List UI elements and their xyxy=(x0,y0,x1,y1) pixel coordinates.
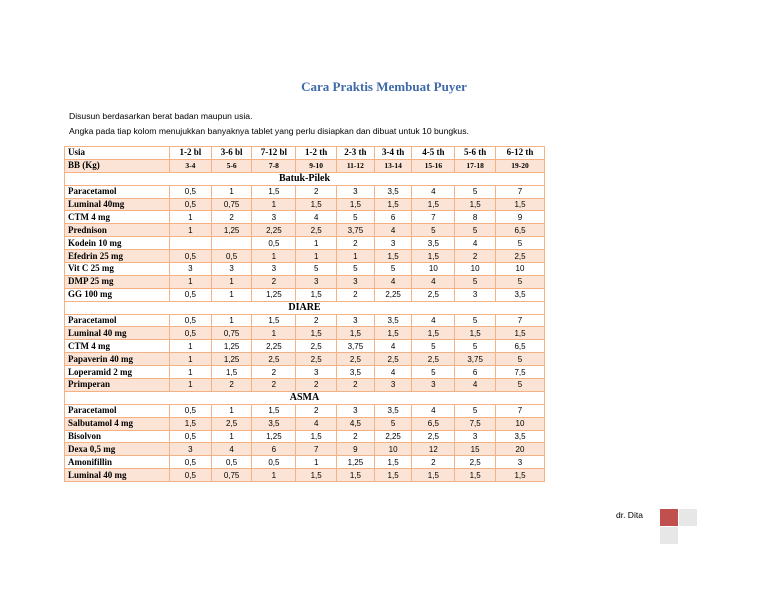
table-cell: 1,5 xyxy=(374,327,412,340)
table-cell: 9 xyxy=(337,443,375,456)
table-cell: 1,5 xyxy=(252,185,296,198)
table-cell: 6 xyxy=(252,443,296,456)
table-cell: 1,25 xyxy=(211,224,252,237)
table-cell: 1,5 xyxy=(337,327,375,340)
table-cell: 3,5 xyxy=(496,288,545,301)
document-title: Cara Praktis Membuat Puyer xyxy=(301,79,467,94)
table-cell: 6,5 xyxy=(496,224,545,237)
table-cell: 7 xyxy=(412,211,455,224)
table-cell: 10 xyxy=(496,417,545,430)
table-row xyxy=(65,340,545,353)
table-cell: 2 xyxy=(337,379,375,392)
table-cell: 1 xyxy=(296,456,337,469)
table-cell: 1,5 xyxy=(296,430,337,443)
table-cell: 10 xyxy=(455,263,496,276)
table-cell: 2 xyxy=(337,430,375,443)
table-cell: 4 xyxy=(455,379,496,392)
table-cell: 0,5 xyxy=(211,456,252,469)
table-cell: 8 xyxy=(455,211,496,224)
weight-row xyxy=(65,159,545,172)
table-cell: 1,5 xyxy=(496,469,545,482)
table-cell: 2,5 xyxy=(211,417,252,430)
table-cell: 3 xyxy=(337,185,375,198)
table-cell: 5-6 xyxy=(211,159,252,172)
row-label: GG 100 mg xyxy=(65,288,170,301)
table-cell: 9-10 xyxy=(296,159,337,172)
table-cell: 1,5 xyxy=(496,198,545,211)
table-cell: 1 xyxy=(296,250,337,263)
table-cell: 2 xyxy=(252,275,296,288)
table-cell: 3 xyxy=(374,237,412,250)
table-cell: 6,5 xyxy=(412,417,455,430)
table-cell: 10 xyxy=(496,263,545,276)
table-cell: 2 xyxy=(252,366,296,379)
table-cell: 1 xyxy=(296,237,337,250)
row-label: Paracetamol xyxy=(65,185,170,198)
row-label: Vit C 25 mg xyxy=(65,263,170,276)
table-cell: 10 xyxy=(374,443,412,456)
table-cell: 0,5 xyxy=(252,237,296,250)
table-cell: 4 xyxy=(412,314,455,327)
table-cell: 1 xyxy=(169,353,211,366)
section-header-row xyxy=(65,391,545,404)
table-cell: 0,5 xyxy=(169,314,211,327)
table-cell: 2 xyxy=(296,379,337,392)
table-body xyxy=(65,147,545,482)
table-cell: 13-14 xyxy=(374,159,412,172)
row-label: Efedrin 25 mg xyxy=(65,250,170,263)
table-cell: 3 xyxy=(252,263,296,276)
table-cell: 5 xyxy=(374,263,412,276)
table-cell: 2 xyxy=(296,185,337,198)
table-cell: 2 xyxy=(211,379,252,392)
table-cell: 3 xyxy=(374,379,412,392)
table-cell: 3,5 xyxy=(374,404,412,417)
table-cell: 4 xyxy=(211,443,252,456)
table-cell: 7 xyxy=(496,314,545,327)
table-cell: 7-8 xyxy=(252,159,296,172)
table-cell: 0,5 xyxy=(169,469,211,482)
table-cell: 5 xyxy=(374,417,412,430)
table-cell: 1 xyxy=(169,224,211,237)
table-cell: 3 xyxy=(169,263,211,276)
table-cell: 5 xyxy=(412,340,455,353)
table-cell: 1 xyxy=(252,198,296,211)
table-cell: 1 xyxy=(252,250,296,263)
table-cell: 5 xyxy=(455,404,496,417)
table-cell: 6-12 th xyxy=(496,147,545,160)
table-cell: 15-16 xyxy=(412,159,455,172)
table-cell: 1,5 xyxy=(455,327,496,340)
table-cell: 1,5 xyxy=(412,327,455,340)
table-cell: 4 xyxy=(374,224,412,237)
table-cell: 3,5 xyxy=(374,185,412,198)
table-cell: 1 xyxy=(337,250,375,263)
table-cell: 4 xyxy=(296,211,337,224)
table-cell: 1,5 xyxy=(455,198,496,211)
table-cell: 5 xyxy=(496,353,545,366)
table-cell: 7 xyxy=(496,185,545,198)
row-label: Usia xyxy=(65,147,170,160)
table-row xyxy=(65,443,545,456)
table-cell: 2,5 xyxy=(374,353,412,366)
table-cell: 5 xyxy=(496,275,545,288)
table-cell: 1 xyxy=(252,469,296,482)
section-title: DIARE xyxy=(65,301,545,314)
table-cell: 1,25 xyxy=(337,456,375,469)
table-cell: 7,5 xyxy=(496,366,545,379)
table-cell: 2 xyxy=(412,456,455,469)
table-cell: 10 xyxy=(412,263,455,276)
table-cell: 1 xyxy=(169,340,211,353)
table-cell: 2,25 xyxy=(252,340,296,353)
section-header-row xyxy=(65,172,545,185)
row-label: Prednison xyxy=(65,224,170,237)
table-cell: 19-20 xyxy=(496,159,545,172)
table-cell: 3,5 xyxy=(496,430,545,443)
row-label: Luminal 40 mg xyxy=(65,469,170,482)
row-label: Bisolvon xyxy=(65,430,170,443)
header-row xyxy=(65,147,545,160)
table-cell: 2,5 xyxy=(496,250,545,263)
table-cell: 1 xyxy=(211,275,252,288)
table-row xyxy=(65,275,545,288)
table-cell: 1 xyxy=(169,211,211,224)
table-cell: 4 xyxy=(296,417,337,430)
table-cell: 1,25 xyxy=(211,340,252,353)
table-cell: 2 xyxy=(296,314,337,327)
table-cell: 6 xyxy=(455,366,496,379)
table-cell: 4 xyxy=(374,340,412,353)
table-cell: 1 xyxy=(169,379,211,392)
table-cell: 1,5 xyxy=(412,250,455,263)
table-row xyxy=(65,211,545,224)
table-row xyxy=(65,469,545,482)
row-label: CTM 4 mg xyxy=(65,211,170,224)
table-cell: 3-4 xyxy=(169,159,211,172)
table-cell: 0,5 xyxy=(252,456,296,469)
table-cell: 2,25 xyxy=(252,224,296,237)
table-cell: 3,5 xyxy=(412,237,455,250)
table-cell: 1,25 xyxy=(211,353,252,366)
table-cell: 5 xyxy=(455,224,496,237)
table-row xyxy=(65,456,545,469)
table-cell: 1-2 bl xyxy=(169,147,211,160)
table-cell: 3 xyxy=(337,314,375,327)
table-cell: 2,25 xyxy=(374,430,412,443)
table-cell: 2,5 xyxy=(252,353,296,366)
table-row xyxy=(65,353,545,366)
table-cell: 7 xyxy=(296,443,337,456)
intro-line-1: Disusun berdasarkan berat badan maupun usia. xyxy=(69,111,253,121)
table-cell: 17-18 xyxy=(455,159,496,172)
table-cell: 1,5 xyxy=(374,250,412,263)
table-cell: 0,75 xyxy=(211,327,252,340)
table-cell: 5 xyxy=(337,263,375,276)
table-cell: 1,5 xyxy=(296,288,337,301)
table-row xyxy=(65,327,545,340)
row-label: CTM 4 mg xyxy=(65,340,170,353)
table-cell: 3 xyxy=(496,456,545,469)
table-row xyxy=(65,224,545,237)
row-label: Luminal 40 mg xyxy=(65,327,170,340)
table-cell: 0,5 xyxy=(169,430,211,443)
intro-text xyxy=(69,109,469,139)
table-cell: 0,75 xyxy=(211,198,252,211)
table-cell: 5 xyxy=(337,211,375,224)
table-cell: 1,5 xyxy=(296,327,337,340)
table-cell: 3 xyxy=(169,443,211,456)
table-cell: 6 xyxy=(374,211,412,224)
table-cell: 3,75 xyxy=(337,224,375,237)
row-label: Salbutamol 4 mg xyxy=(65,417,170,430)
table-cell: 2,5 xyxy=(296,353,337,366)
table-cell: 4 xyxy=(455,237,496,250)
table-cell: 1 xyxy=(169,275,211,288)
section-title: Batuk-Pilek xyxy=(65,172,545,185)
table-cell: 5 xyxy=(412,224,455,237)
table-cell: 1,25 xyxy=(252,288,296,301)
table-cell: 15 xyxy=(455,443,496,456)
row-label: DMP 25 mg xyxy=(65,275,170,288)
table-cell: 2,5 xyxy=(296,224,337,237)
table-row xyxy=(65,417,545,430)
table-row xyxy=(65,366,545,379)
table-cell: 5 xyxy=(455,314,496,327)
table-cell: 1,5 xyxy=(374,469,412,482)
table-cell: 1 xyxy=(211,314,252,327)
table-cell: 3 xyxy=(296,275,337,288)
table-cell: 5-6 th xyxy=(455,147,496,160)
table-cell: 0,5 xyxy=(169,198,211,211)
table-cell: 3 xyxy=(252,211,296,224)
table-cell: 11-12 xyxy=(337,159,375,172)
table-cell: 5 xyxy=(455,340,496,353)
table-row xyxy=(65,404,545,417)
table-cell: 2,5 xyxy=(412,288,455,301)
table-cell: 0,5 xyxy=(169,185,211,198)
table-cell: 1,5 xyxy=(296,198,337,211)
table-cell: 2-3 th xyxy=(337,147,375,160)
table-cell: 5 xyxy=(496,379,545,392)
table-cell: 2 xyxy=(211,211,252,224)
table-cell xyxy=(211,237,252,250)
row-label: BB (Kg) xyxy=(65,159,170,172)
decorative-square-grey-right xyxy=(679,509,697,526)
author-name: dr. Dita xyxy=(616,510,643,520)
table-cell: 1 xyxy=(211,185,252,198)
table-cell: 0,5 xyxy=(169,250,211,263)
table-cell: 3 xyxy=(455,288,496,301)
table-cell: 1,25 xyxy=(252,430,296,443)
table-cell: 3,75 xyxy=(337,340,375,353)
table-cell: 0,5 xyxy=(211,250,252,263)
intro-line-2: Angka pada tiap kolom menujukkan banyaknya tablet yang perlu disiapkan dan dibuat untuk 10 bungkus. xyxy=(69,126,469,136)
table-cell: 0,5 xyxy=(169,288,211,301)
row-label: Luminal 40mg xyxy=(65,198,170,211)
table-cell: 0,75 xyxy=(211,469,252,482)
row-label: Loperamid 2 mg xyxy=(65,366,170,379)
table-cell: 7,5 xyxy=(455,417,496,430)
table-cell: 3 xyxy=(455,430,496,443)
decorative-square-red xyxy=(660,509,678,526)
table-row xyxy=(65,237,545,250)
section-header-row xyxy=(65,301,545,314)
section-title: ASMA xyxy=(65,391,545,404)
table-cell: 0,5 xyxy=(169,404,211,417)
table-row xyxy=(65,379,545,392)
table-cell: 0,5 xyxy=(169,456,211,469)
table-cell: 7-12 bl xyxy=(252,147,296,160)
table-cell: 1 xyxy=(252,327,296,340)
table-cell: 3 xyxy=(211,263,252,276)
table-cell: 1 xyxy=(211,430,252,443)
table-cell: 3-4 th xyxy=(374,147,412,160)
table-cell: 2 xyxy=(337,237,375,250)
table-cell: 1,5 xyxy=(252,404,296,417)
table-cell: 1,5 xyxy=(252,314,296,327)
table-cell: 3,5 xyxy=(252,417,296,430)
table-row xyxy=(65,263,545,276)
table-cell: 5 xyxy=(455,185,496,198)
table-cell: 1,5 xyxy=(412,469,455,482)
table-cell: 4 xyxy=(412,404,455,417)
table-cell: 4 xyxy=(374,275,412,288)
row-label: Papaverin 40 mg xyxy=(65,353,170,366)
row-label: Dexa 0,5 mg xyxy=(65,443,170,456)
table-cell: 3,5 xyxy=(337,366,375,379)
row-label: Paracetamol xyxy=(65,314,170,327)
table-row xyxy=(65,198,545,211)
puyer-dosage-table xyxy=(64,146,545,482)
table-cell: 3,5 xyxy=(374,314,412,327)
table-cell: 4 xyxy=(374,366,412,379)
table-cell: 7 xyxy=(496,404,545,417)
table-cell: 3 xyxy=(337,404,375,417)
table-cell: 5 xyxy=(455,275,496,288)
table-cell: 2 xyxy=(455,250,496,263)
table-cell: 2,5 xyxy=(455,456,496,469)
table-cell: 3-6 bl xyxy=(211,147,252,160)
row-label: Primperan xyxy=(65,379,170,392)
table-cell: 3 xyxy=(296,366,337,379)
table-cell: 0,5 xyxy=(169,327,211,340)
table-cell: 5 xyxy=(412,366,455,379)
table-cell: 2,25 xyxy=(374,288,412,301)
table-cell: 2,5 xyxy=(412,353,455,366)
table-cell: 1,5 xyxy=(296,469,337,482)
table-cell: 9 xyxy=(496,211,545,224)
table-cell: 1,5 xyxy=(374,456,412,469)
table-cell: 1,5 xyxy=(496,327,545,340)
table-cell: 2 xyxy=(296,404,337,417)
table-cell: 1,5 xyxy=(169,417,211,430)
table-cell: 2,5 xyxy=(412,430,455,443)
table-cell: 1,5 xyxy=(412,198,455,211)
table-cell: 2,5 xyxy=(337,353,375,366)
row-label: Amonifillin xyxy=(65,456,170,469)
decorative-square-grey-bottom xyxy=(660,527,678,544)
table-cell: 1,5 xyxy=(455,469,496,482)
table-cell: 2,5 xyxy=(296,340,337,353)
table-cell: 1-2 th xyxy=(296,147,337,160)
table-cell: 1 xyxy=(211,404,252,417)
table-cell: 20 xyxy=(496,443,545,456)
table-cell: 2 xyxy=(252,379,296,392)
table-cell: 3 xyxy=(337,275,375,288)
table-cell: 4,5 xyxy=(337,417,375,430)
row-label: Kodein 10 mg xyxy=(65,237,170,250)
table-row xyxy=(65,288,545,301)
table-cell: 1 xyxy=(169,366,211,379)
table-cell xyxy=(169,237,211,250)
table-row xyxy=(65,430,545,443)
table-cell: 1,5 xyxy=(337,198,375,211)
table-cell: 12 xyxy=(412,443,455,456)
table-cell: 6,5 xyxy=(496,340,545,353)
table-cell: 3 xyxy=(412,379,455,392)
table-cell: 1,5 xyxy=(337,469,375,482)
table-cell: 4 xyxy=(412,185,455,198)
table-row xyxy=(65,314,545,327)
table-cell: 4-5 th xyxy=(412,147,455,160)
table-cell: 3,75 xyxy=(455,353,496,366)
row-label: Paracetamol xyxy=(65,404,170,417)
table-cell: 5 xyxy=(496,237,545,250)
table-cell: 5 xyxy=(296,263,337,276)
table-cell: 1,5 xyxy=(374,198,412,211)
table-cell: 1,5 xyxy=(211,366,252,379)
table-cell: 4 xyxy=(412,275,455,288)
table-cell: 2 xyxy=(337,288,375,301)
table-row xyxy=(65,185,545,198)
table-cell: 1 xyxy=(211,288,252,301)
table-row xyxy=(65,250,545,263)
